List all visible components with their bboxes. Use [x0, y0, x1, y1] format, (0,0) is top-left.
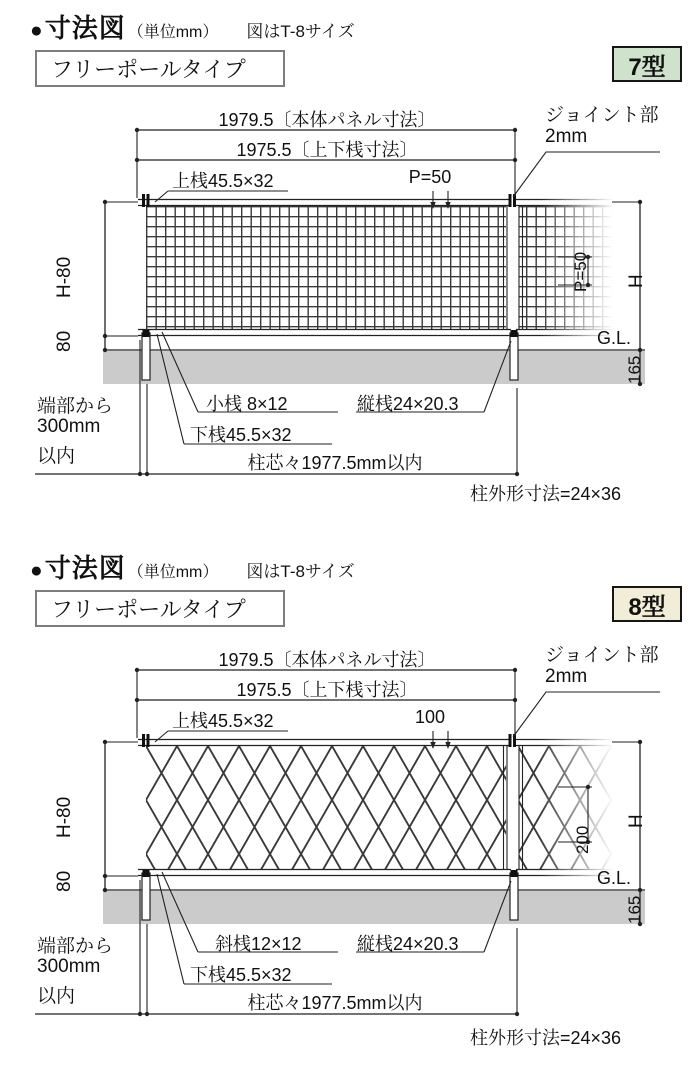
joint-gap: 2mm	[545, 126, 588, 147]
dim-total-height: H	[626, 274, 647, 288]
dim-embed-depth: 165	[625, 895, 644, 924]
fence-panel-main	[138, 200, 511, 336]
section-title: 寸法図	[44, 13, 126, 43]
label-post-size: 柱外形寸法=24×36	[470, 484, 622, 504]
label-top-rail: 上桟45.5×32	[172, 171, 274, 191]
panel-fade	[540, 732, 614, 884]
ground-level-label: G.L.	[597, 868, 632, 888]
dim-total-height: H	[626, 814, 647, 828]
section-header	[30, 548, 355, 585]
edge-note-line1: 端部から	[37, 936, 114, 957]
joint-label: ジョイント部	[545, 105, 659, 126]
ground-band	[103, 891, 645, 924]
label-infill: 斜桟12×12	[215, 934, 302, 954]
section-header	[30, 8, 355, 45]
dim-post-span: 柱芯々1977.5mm以内	[247, 453, 423, 473]
model-badge: 7型	[612, 46, 682, 82]
dim-panel-width: 1979.5〔本体パネル寸法〕	[218, 110, 436, 130]
label-vertical-rail: 縦桟24×20.3	[357, 934, 459, 954]
dim-rail-width: 1975.5〔上下桟寸法〕	[236, 680, 418, 700]
ground-level-label: G.L.	[597, 328, 632, 348]
dim-post-span: 柱芯々1977.5mm以内	[247, 993, 423, 1013]
dim-pitch-side: 200	[573, 825, 592, 854]
dim-rail-width: 1975.5〔上下桟寸法〕	[236, 140, 418, 160]
fence-panel-main	[138, 740, 511, 876]
dim-height-upper: H-80	[54, 256, 75, 298]
ground-band	[103, 351, 645, 384]
unit-note: （単位mm）	[127, 564, 219, 581]
label-infill: 小桟 8×12	[206, 394, 288, 414]
joint-label: ジョイント部	[545, 645, 659, 666]
dim-pitch-top: 100	[414, 707, 446, 727]
bullet-icon: ●	[30, 19, 43, 42]
edge-note-line3: 以内	[37, 986, 76, 1007]
bullet-icon: ●	[30, 559, 43, 582]
edge-note-line3: 以内	[37, 446, 76, 467]
model-badge: 8型	[612, 586, 682, 622]
section-title: 寸法図	[44, 553, 126, 583]
dim-height-lower: 80	[54, 870, 75, 892]
dim-pitch-side: P=50	[571, 251, 590, 292]
dim-height-upper: H-80	[54, 796, 75, 838]
section-type8	[0, 540, 693, 1066]
type-label-box: フリーポールタイプ	[35, 590, 285, 627]
dim-height-lower: 80	[54, 330, 75, 352]
edge-note-line2: 300mm	[37, 416, 101, 437]
label-top-rail: 上桟45.5×32	[172, 711, 274, 731]
label-bottom-rail: 下桟45.5×32	[190, 965, 292, 985]
label-bottom-rail: 下桟45.5×32	[190, 425, 292, 445]
dim-panel-width: 1979.5〔本体パネル寸法〕	[218, 650, 436, 670]
label-vertical-rail: 縦桟24×20.3	[357, 394, 459, 414]
size-note: 図はT-8サイズ	[246, 562, 355, 581]
label-post-size: 柱外形寸法=24×36	[470, 1028, 622, 1048]
unit-note: （単位mm）	[127, 24, 219, 41]
dim-pitch-top: P=50	[408, 167, 452, 187]
dim-embed-depth: 165	[625, 355, 644, 384]
size-note: 図はT-8サイズ	[246, 22, 355, 41]
edge-note-line2: 300mm	[37, 956, 101, 977]
edge-note-line1: 端部から	[37, 396, 114, 417]
type-label-box: フリーポールタイプ	[35, 50, 285, 87]
joint-gap: 2mm	[545, 666, 588, 687]
